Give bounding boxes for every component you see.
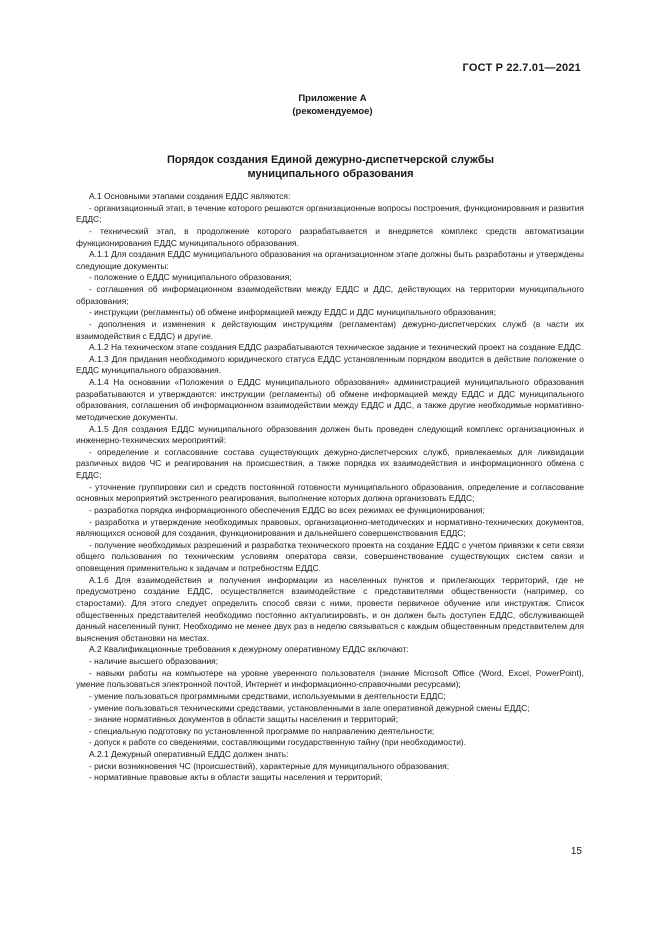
paragraph: А.2.1 Дежурный оперативный ЕДДС должен знать: <box>89 749 289 759</box>
paragraph: А.1.1 Для создания ЕДДС муниципального образования на организационном этапе должны быть разработаны и утверждены следующие документы: <box>76 249 584 271</box>
document-title-line-1: Порядок создания Единой дежурно-диспетчерской службы <box>166 154 495 166</box>
document-body <box>76 191 584 784</box>
list-item: - знание нормативных документов в области защиты населения и территорий; <box>89 714 399 725</box>
list-item: - наличие высшего образования; <box>89 656 219 666</box>
paragraph: А.1.6 Для взаимодействия и получения информации из населенных пунктов и прилегающих территорий, где не предусмотрено создание ЕДДС, осуществляется взаимодействие с представителями общественности (например, со старостами). Для этого следует определить способ связи с ними, провести первичное обучение или инструктаж. Список общественных представителей необходимо постоянно актуализировать, и он должен быть доступен ЕДДС, обслуживающей данный населенный пункт. Необходимо не менее двух раз в неделю связываться с каждым общественным представителем для выяснения обстановки на местах. <box>76 574 584 643</box>
list-item: - умение пользоваться программными средствами, используемыми в деятельности ЕДДС; <box>89 690 446 701</box>
paragraph: А.1.4 На основании «Положения о ЕДДС муниципального образования» администрацией муниципального образования разрабатываются и утверждаются: инструкции (регламенты) об обмене информацией между ЕДДС и ДДС муниципального образования, соглашения об информационном взаимодействии между ЕДДС и ДДС, а также другие необходимые нормативно-методические документы. <box>76 377 584 422</box>
document-title-line-2: муниципального образования <box>247 168 414 180</box>
list-item: - дополнения и изменения к действующим инструкциям (регламентам) дежурно-диспетчерских служб (в части их взаимодействия с ЕДДС) и другие. <box>76 318 584 341</box>
list-item: - соглашения об информационном взаимодействии между ЕДДС и ДДС, действующих на территории муниципального образования; <box>76 284 584 306</box>
list-item: - получение необходимых разрешений и разработка технического проекта на создание ЕДДС с учетом привязки к сети связи общего пользования по техническим условиям оператора связи, совершенствование существующих систем связи и оповещения применительно к задачам и потребностям ЕДДС. <box>76 539 584 573</box>
appendix-subtitle: (рекомендуемое) <box>292 106 373 117</box>
paragraph: А.1.5 Для создания ЕДДС муниципального образования должен быть проведен следующий комплекс организационных и инженерно-технических мероприятий: <box>76 423 584 446</box>
page-number: 15 <box>570 846 582 857</box>
paragraph: А.1.3 Для придания необходимого юридического статуса ЕДДС установленным порядком вводится в действие положение о ЕДДС муниципального образования. <box>76 353 584 376</box>
document-title <box>0 153 661 181</box>
list-item: - организационный этап, в течение которого решаются организационные вопросы построения, функционирования и развития ЕДДС; <box>76 202 584 225</box>
list-item: - разработка и утверждение необходимых правовых, организационно-методических и нормативно-технических документов, являющихся основой для создания, функционирования и дальнейшего совершенствования ЕДДС; <box>76 516 584 539</box>
list-item: - умение пользоваться техническими средствами, установленными в зале оперативной дежурной смены ЕДДС; <box>89 702 530 713</box>
list-item: - положение о ЕДДС муниципального образования; <box>89 272 292 283</box>
list-item: - определение и согласование состава существующих дежурно-диспетчерских служб, привлекаемых для ликвидации различных видов ЧС и реагирования на происшествия, а также порядка их взаимодействия и информационного обмена с ЕДДС; <box>76 446 584 480</box>
list-item: - нормативные правовые акты в области защиты населения и территорий; <box>89 772 383 783</box>
list-item: - технический этап, в продолжение которого разрабатывается и внедряется комплекс средств автоматизации функционирования ЕДДС муниципального образования. <box>76 225 584 248</box>
list-item: - уточнение группировки сил и средств постоянной готовности муниципального образования, определение и согласование основных мероприятий экстренного реагирования, выполнение которых должна организовать ЕДДС; <box>76 481 584 504</box>
list-item: - инструкции (регламенты) об обмене информацией между ЕДДС и ДДС муниципального образования; <box>89 307 497 318</box>
appendix-title: Приложение А <box>298 93 367 104</box>
list-item: - навыки работы на компьютере на уровне уверенного пользователя (знание Microsoft Office (Word, Excel, PowerPoint), умение пользоваться электронной почтой, Интернет и информационно-справочными ресурсами); <box>76 667 584 690</box>
list-item: - специальную подготовку по установленной программе по направлению деятельности; <box>89 725 435 736</box>
paragraph: А.1 Основными этапами создания ЕДДС являются: <box>89 191 291 201</box>
list-item: - риски возникновения ЧС (происшествий), характерные для муниципального образования; <box>89 760 450 771</box>
paragraph: А.1.2 На техническом этапе создания ЕДДС разрабатываются техническое задание и технический проект на создание ЕДДС. <box>89 342 584 353</box>
standard-code: ГОСТ Р 22.7.01—2021 <box>462 62 581 74</box>
appendix-heading <box>0 92 661 118</box>
list-item: - допуск к работе со сведениями, составляющими государственную тайну (при необходимости). <box>89 737 467 748</box>
list-item: - разработка порядка информационного обеспечения ЕДДС во всех режимах ее функционирования; <box>89 504 485 515</box>
paragraph: А.2 Квалификационные требования к дежурному оперативному ЕДДС включают: <box>89 644 409 655</box>
